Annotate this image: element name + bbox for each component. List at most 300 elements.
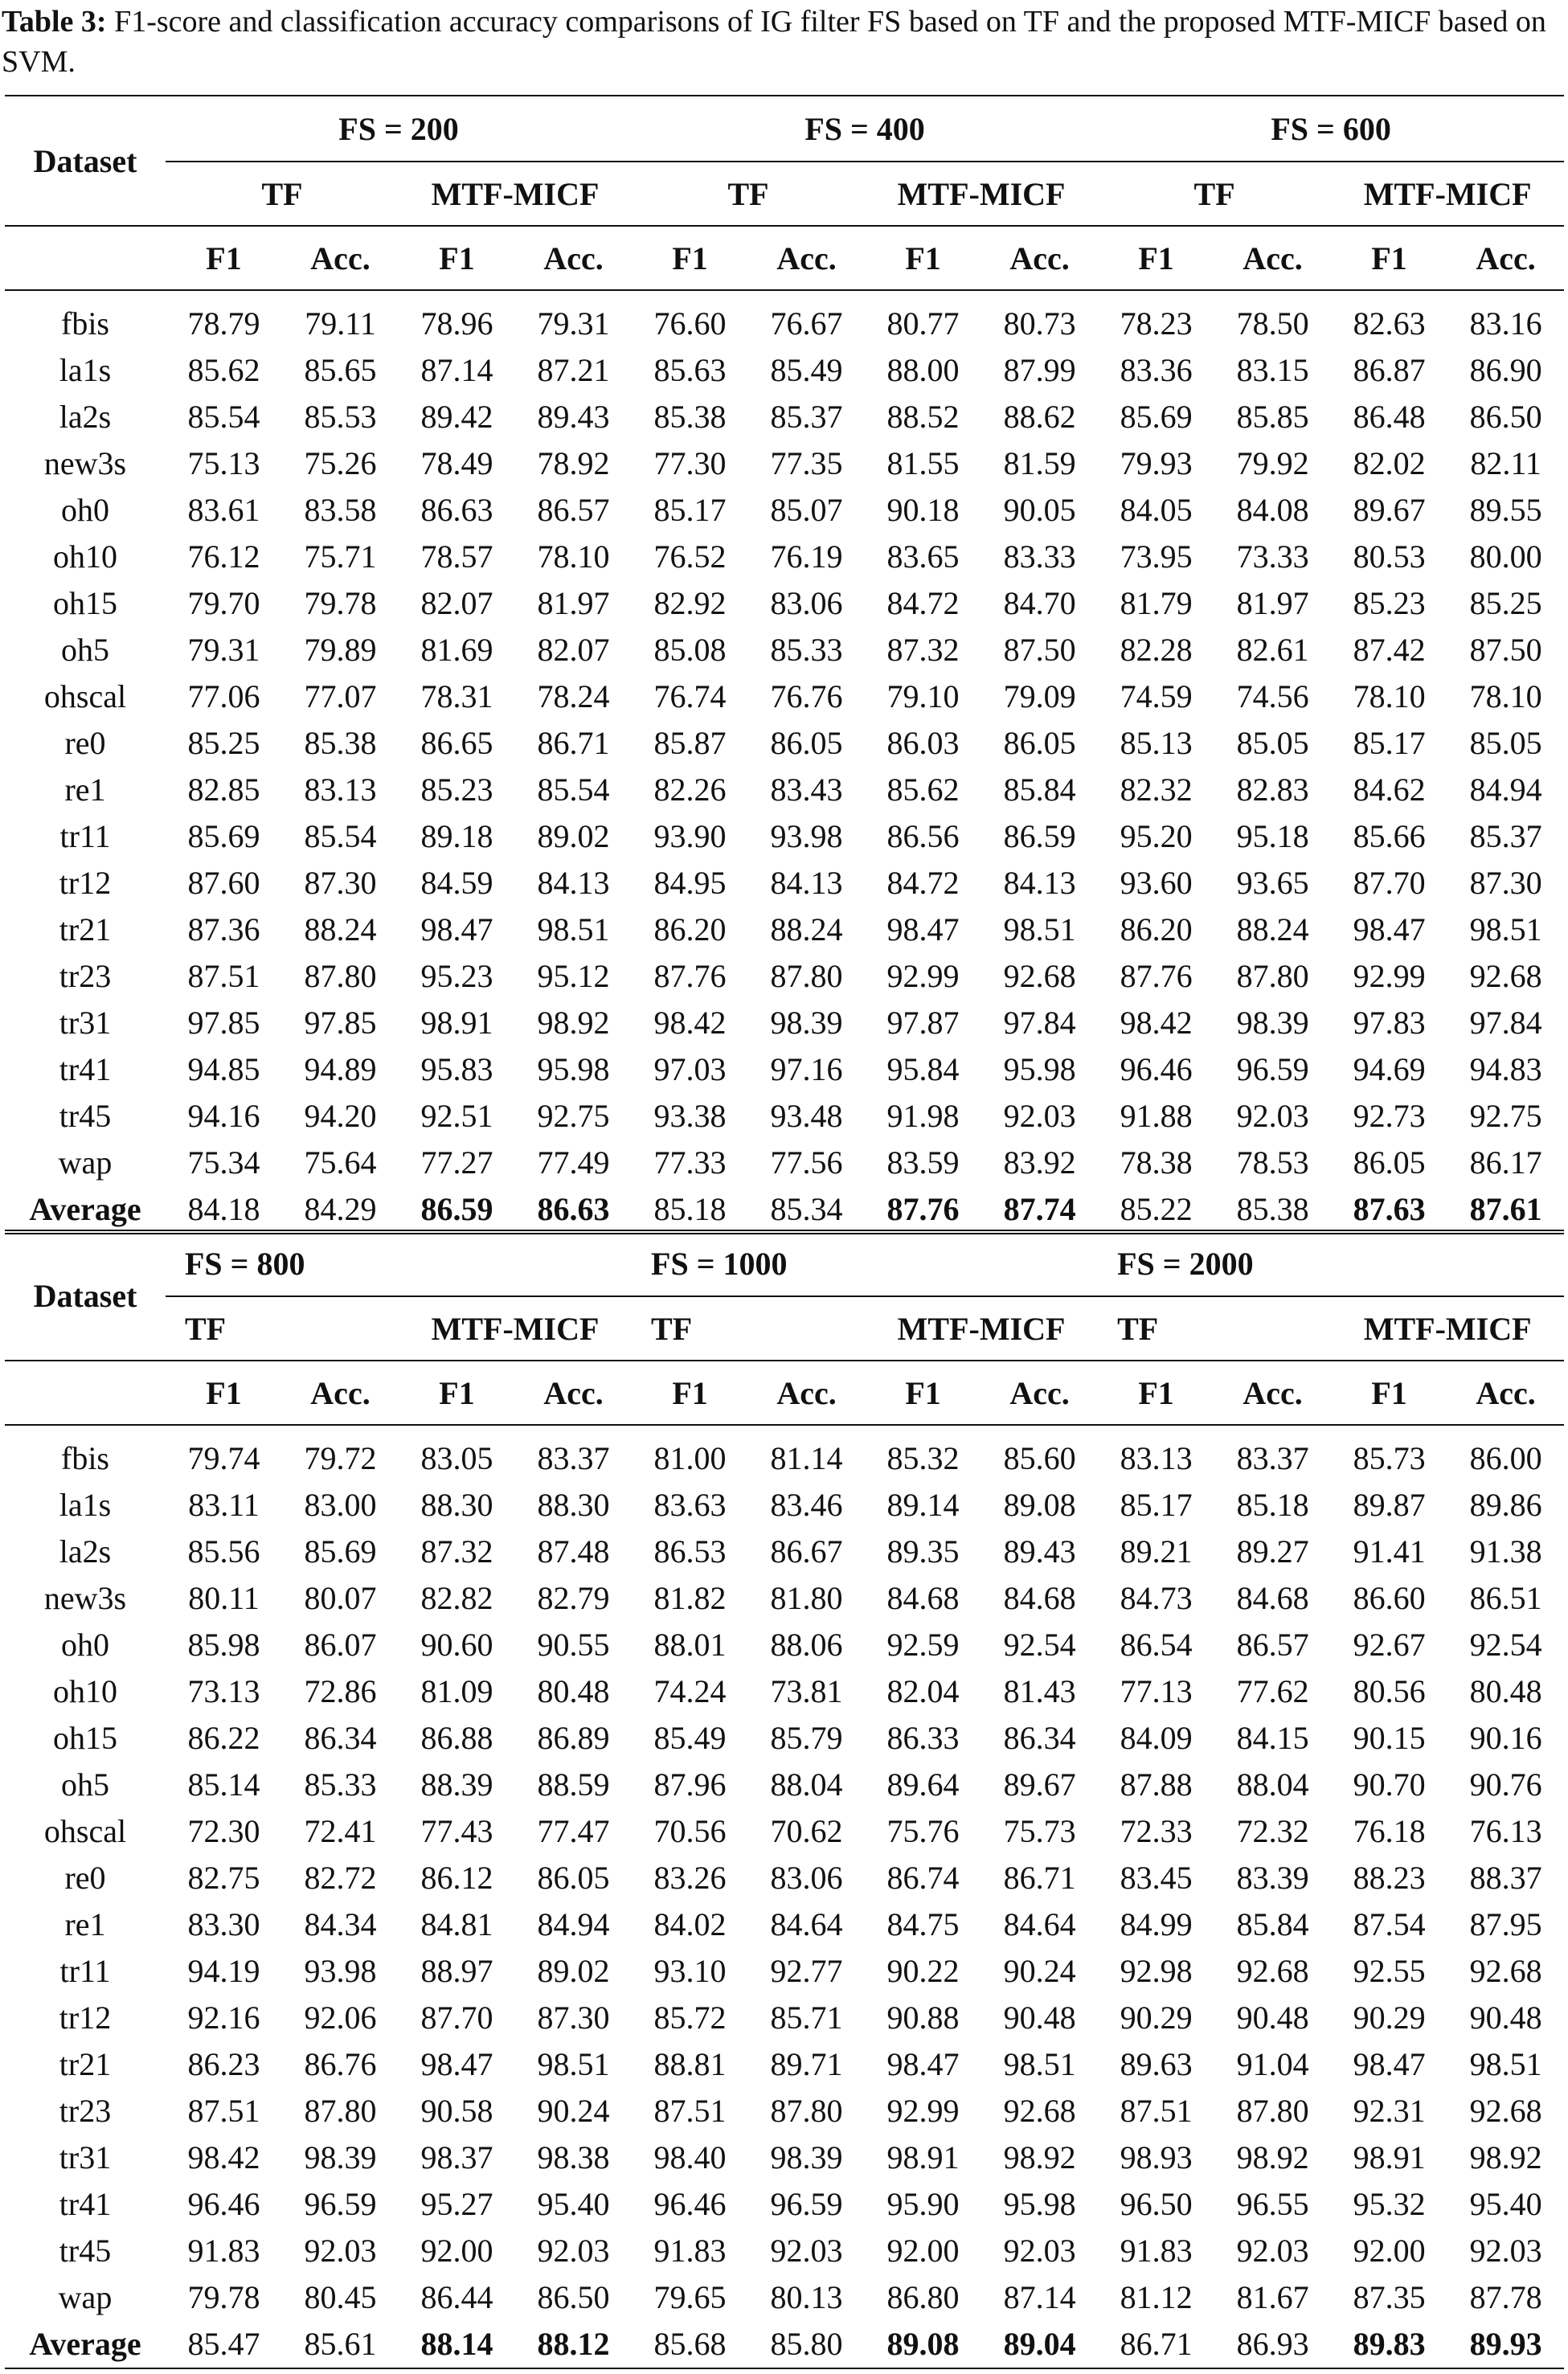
- dataset-header: Dataset: [5, 1230, 166, 1361]
- value-cell: 77.35: [770, 445, 843, 481]
- value-cell: 81.67: [1236, 2279, 1309, 2315]
- value-cell: 84.94: [537, 1906, 610, 1942]
- value-cell: 94.16: [187, 1098, 260, 1134]
- value-cell: 88.01: [653, 1627, 727, 1663]
- value-cell: 87.70: [420, 1999, 493, 2036]
- value-cell: 89.08: [1003, 1487, 1076, 1523]
- value-cell: 84.09: [1120, 1720, 1193, 1756]
- value-cell: 85.08: [653, 632, 727, 668]
- value-cell: 86.89: [537, 1720, 610, 1756]
- value-cell: 84.95: [653, 865, 727, 901]
- value-cell: 85.17: [1120, 1487, 1193, 1523]
- value-cell: 85.13: [1120, 725, 1193, 761]
- value-cell: 89.71: [770, 2046, 843, 2082]
- value-cell: 96.46: [1120, 1051, 1193, 1087]
- value-cell: 80.07: [304, 1580, 377, 1616]
- value-cell: 92.99: [886, 2093, 960, 2129]
- value-cell: 94.89: [304, 1051, 377, 1087]
- value-cell: 82.79: [537, 1580, 610, 1616]
- value-cell: 89.42: [420, 399, 493, 435]
- value-cell: 85.56: [187, 1533, 260, 1570]
- value-cell: 98.51: [1469, 911, 1542, 948]
- value-cell: 92.68: [1236, 1953, 1309, 1989]
- value-cell: 89.43: [1003, 1533, 1076, 1570]
- value-cell: 89.35: [886, 1533, 960, 1570]
- value-cell: 87.80: [304, 2093, 377, 2129]
- value-cell: 84.59: [420, 865, 493, 901]
- average-label: Average: [5, 1186, 166, 1234]
- table-row: [5, 1529, 1564, 1575]
- value-cell: 75.71: [304, 538, 377, 575]
- value-cell: 72.30: [187, 1813, 260, 1849]
- value-cell: 84.75: [886, 1906, 960, 1942]
- value-cell: 82.02: [1353, 445, 1426, 481]
- dataset-name-cell: oh5: [61, 1766, 109, 1803]
- average-value-cell: 87.61: [1447, 1186, 1564, 1234]
- dataset-name-cell: tr11: [59, 818, 111, 854]
- average-value-cell: 86.71: [1098, 2321, 1214, 2368]
- value-cell: 85.87: [653, 725, 727, 761]
- value-cell: 87.51: [1120, 2093, 1193, 2129]
- f1-header: F1: [399, 226, 515, 290]
- value-cell: 98.42: [653, 1005, 727, 1041]
- average-value-cell: 88.14: [399, 2321, 515, 2368]
- average-value-cell: 87.63: [1331, 1186, 1447, 1234]
- average-value-cell: 85.80: [748, 2321, 865, 2368]
- value-cell: 79.11: [305, 305, 376, 342]
- fs-group-header: FS = 2000: [1098, 1230, 1564, 1296]
- dataset-name-cell: re1: [64, 1906, 106, 1942]
- value-cell: 92.99: [1353, 958, 1426, 994]
- f1-header: F1: [632, 1361, 748, 1425]
- value-cell: 81.69: [420, 632, 493, 668]
- value-cell: 86.76: [304, 2046, 377, 2082]
- dataset-name-cell: tr21: [59, 911, 112, 948]
- value-cell: 83.46: [770, 1487, 843, 1523]
- value-cell: 85.98: [187, 1627, 260, 1663]
- value-cell: 92.68: [1003, 958, 1076, 994]
- value-cell: 98.93: [1120, 2139, 1193, 2175]
- value-cell: 88.52: [886, 399, 960, 435]
- value-cell: 76.12: [187, 538, 260, 575]
- value-cell: 92.99: [886, 958, 960, 994]
- average-row: [5, 1186, 1564, 1234]
- value-cell: 94.69: [1353, 1051, 1426, 1087]
- value-cell: 81.09: [420, 1673, 493, 1709]
- value-cell: 73.13: [187, 1673, 260, 1709]
- average-value-cell: 85.38: [1214, 1186, 1331, 1234]
- mtf-micf-header: MTF-MICF: [399, 162, 632, 226]
- dataset-name-cell: tr31: [59, 1005, 112, 1041]
- value-cell: 73.81: [770, 1673, 843, 1709]
- value-cell: 85.05: [1469, 725, 1542, 761]
- value-cell: 91.04: [1236, 2046, 1309, 2082]
- value-cell: 80.56: [1353, 1673, 1426, 1709]
- table-row: [5, 720, 1564, 767]
- table-row: [5, 813, 1564, 860]
- fs-group-header: FS = 200: [166, 96, 632, 162]
- value-cell: 92.98: [1120, 1953, 1193, 1989]
- value-cell: 84.15: [1236, 1720, 1309, 1756]
- value-cell: 92.00: [886, 2233, 960, 2269]
- value-cell: 86.51: [1469, 1580, 1542, 1616]
- value-cell: 82.26: [653, 772, 727, 808]
- value-cell: 84.73: [1120, 1580, 1193, 1616]
- average-value-cell: 85.47: [166, 2321, 282, 2368]
- value-cell: 97.03: [653, 1051, 727, 1087]
- value-cell: 78.92: [537, 445, 610, 481]
- value-cell: 95.40: [537, 2186, 610, 2222]
- value-cell: 98.39: [770, 2139, 843, 2175]
- value-cell: 87.35: [1353, 2279, 1426, 2315]
- value-cell: 89.27: [1236, 1533, 1309, 1570]
- value-cell: 77.06: [187, 678, 260, 714]
- table-row: [5, 1762, 1564, 1808]
- value-cell: 98.91: [420, 1005, 493, 1041]
- value-cell: 78.24: [537, 678, 610, 714]
- value-cell: 95.23: [420, 958, 493, 994]
- value-cell: 77.43: [420, 1813, 493, 1849]
- dataset-name-cell: ohscal: [43, 678, 127, 714]
- value-cell: 79.93: [1120, 445, 1193, 481]
- mtf-micf-header: MTF-MICF: [865, 162, 1098, 226]
- value-cell: 82.85: [187, 772, 260, 808]
- value-cell: 73.95: [1120, 538, 1193, 575]
- value-cell: 95.27: [420, 2186, 493, 2222]
- value-cell: 85.66: [1353, 818, 1426, 854]
- table-row: [5, 440, 1564, 487]
- table-row: [5, 347, 1564, 394]
- value-cell: 81.79: [1120, 585, 1193, 621]
- dataset-name-cell: la1s: [59, 1487, 112, 1523]
- value-cell: 85.54: [187, 399, 260, 435]
- value-cell: 77.62: [1236, 1673, 1309, 1709]
- average-value-cell: 86.93: [1214, 2321, 1331, 2368]
- value-cell: 87.80: [770, 2093, 843, 2129]
- value-cell: 98.92: [537, 1005, 610, 1041]
- value-cell: 87.50: [1469, 632, 1542, 668]
- value-cell: 77.56: [770, 1144, 843, 1181]
- value-cell: 85.69: [187, 818, 260, 854]
- value-cell: 78.53: [1236, 1144, 1309, 1181]
- dataset-name-cell: new3s: [43, 445, 127, 481]
- value-cell: 92.59: [886, 1627, 960, 1663]
- dataset-name-cell: wap: [58, 2279, 113, 2315]
- value-cell: 98.42: [187, 2139, 260, 2175]
- value-cell: 88.24: [304, 911, 377, 948]
- value-cell: 85.69: [1120, 399, 1193, 435]
- value-cell: 81.97: [537, 585, 610, 621]
- value-cell: 87.14: [420, 352, 493, 388]
- value-cell: 90.05: [1003, 492, 1076, 528]
- acc-header: Acc.: [282, 226, 399, 290]
- value-cell: 98.47: [420, 2046, 493, 2082]
- dataset-name-cell: tr11: [59, 1953, 111, 1989]
- value-cell: 79.72: [304, 1440, 377, 1476]
- value-cell: 87.95: [1469, 1906, 1542, 1942]
- value-cell: 87.21: [537, 352, 610, 388]
- table-row: [5, 1622, 1564, 1668]
- value-cell: 82.63: [1353, 305, 1426, 342]
- table-row: [5, 534, 1564, 580]
- value-cell: 72.41: [304, 1813, 377, 1849]
- value-cell: 76.74: [653, 678, 727, 714]
- value-cell: 85.38: [304, 725, 377, 761]
- value-cell: 89.55: [1469, 492, 1542, 528]
- mtf-micf-header: MTF-MICF: [865, 1296, 1098, 1361]
- value-cell: 75.13: [187, 445, 260, 481]
- value-cell: 86.48: [1353, 399, 1426, 435]
- value-cell: 87.42: [1353, 632, 1426, 668]
- value-cell: 98.39: [770, 1005, 843, 1041]
- table-row: [5, 673, 1564, 720]
- value-cell: 95.20: [1120, 818, 1193, 854]
- value-cell: 85.62: [886, 772, 960, 808]
- value-cell: 84.34: [304, 1906, 377, 1942]
- value-cell: 97.83: [1353, 1005, 1426, 1041]
- value-cell: 90.15: [1353, 1720, 1426, 1756]
- value-cell: 87.80: [304, 958, 377, 994]
- value-cell: 89.67: [1353, 492, 1426, 528]
- value-cell: 75.34: [187, 1144, 260, 1181]
- value-cell: 80.00: [1469, 538, 1542, 575]
- value-cell: 92.06: [304, 1999, 377, 2036]
- value-cell: 72.32: [1236, 1813, 1309, 1849]
- value-cell: 70.62: [770, 1813, 843, 1849]
- table-row: [5, 1901, 1564, 1948]
- value-cell: 72.33: [1120, 1813, 1193, 1849]
- table-row: [5, 2274, 1564, 2321]
- value-cell: 76.67: [770, 305, 843, 342]
- value-cell: 81.43: [1003, 1673, 1076, 1709]
- dataset-name-cell: tr21: [59, 2046, 112, 2082]
- value-cell: 77.47: [537, 1813, 610, 1849]
- value-cell: 98.38: [537, 2139, 610, 2175]
- dataset-name-cell: oh10: [53, 538, 117, 575]
- value-cell: 82.75: [187, 1860, 260, 1896]
- value-cell: 83.59: [886, 1144, 960, 1181]
- value-cell: 87.51: [187, 2093, 260, 2129]
- value-cell: 82.72: [304, 1860, 377, 1896]
- f1-header: F1: [1331, 226, 1447, 290]
- acc-header: Acc.: [1214, 226, 1331, 290]
- value-cell: 78.10: [1469, 678, 1542, 714]
- value-cell: 88.97: [420, 1953, 493, 1989]
- value-cell: 91.38: [1469, 1533, 1542, 1570]
- table-row: [5, 907, 1564, 953]
- value-cell: 83.33: [1003, 538, 1076, 575]
- value-cell: 98.92: [1236, 2139, 1309, 2175]
- value-cell: 95.32: [1353, 2186, 1426, 2222]
- value-cell: 77.13: [1120, 1673, 1193, 1709]
- value-cell: 86.53: [653, 1533, 727, 1570]
- value-cell: 84.05: [1120, 492, 1193, 528]
- tf-header: TF: [166, 162, 399, 226]
- table-row: [5, 1575, 1564, 1622]
- value-cell: 92.54: [1003, 1627, 1076, 1663]
- value-cell: 80.11: [188, 1580, 260, 1616]
- value-cell: 93.65: [1236, 865, 1309, 901]
- value-cell: 82.11: [1470, 445, 1541, 481]
- value-cell: 83.39: [1236, 1860, 1309, 1896]
- value-cell: 84.99: [1120, 1906, 1193, 1942]
- value-cell: 95.98: [1003, 2186, 1076, 2222]
- value-cell: 83.06: [770, 585, 843, 621]
- dataset-name-cell: re0: [64, 1860, 106, 1896]
- value-cell: 92.77: [770, 1953, 843, 1989]
- value-cell: 81.12: [1120, 2279, 1193, 2315]
- value-cell: 89.63: [1120, 2046, 1193, 2082]
- value-cell: 85.32: [886, 1440, 960, 1476]
- f1-header: F1: [1331, 1361, 1447, 1425]
- value-cell: 77.30: [653, 445, 727, 481]
- value-cell: 97.84: [1003, 1005, 1076, 1041]
- value-cell: 80.45: [304, 2279, 377, 2315]
- value-cell: 90.29: [1353, 1999, 1426, 2036]
- value-cell: 90.18: [886, 492, 960, 528]
- table-row: [5, 1046, 1564, 1093]
- dataset-name-cell: ohscal: [43, 1813, 127, 1849]
- value-cell: 82.61: [1236, 632, 1309, 668]
- acc-header: Acc.: [1214, 1361, 1331, 1425]
- value-cell: 77.33: [653, 1144, 727, 1181]
- value-cell: 92.55: [1353, 1953, 1426, 1989]
- f1-header: F1: [865, 226, 981, 290]
- value-cell: 98.91: [1353, 2139, 1426, 2175]
- value-cell: 96.59: [304, 2186, 377, 2222]
- value-cell: 93.38: [653, 1098, 727, 1134]
- value-cell: 86.60: [1353, 1580, 1426, 1616]
- average-value-cell: 84.29: [282, 1186, 399, 1234]
- value-cell: 84.68: [1236, 1580, 1309, 1616]
- value-cell: 84.08: [1236, 492, 1309, 528]
- value-cell: 84.13: [1003, 865, 1076, 901]
- dataset-name-cell: oh10: [53, 1673, 117, 1709]
- value-cell: 91.83: [653, 2233, 727, 2269]
- table-row: [5, 860, 1564, 907]
- value-cell: 76.13: [1469, 1813, 1542, 1849]
- value-cell: 84.72: [886, 865, 960, 901]
- value-cell: 98.51: [537, 2046, 610, 2082]
- value-cell: 93.98: [304, 1953, 377, 1989]
- value-cell: 90.60: [420, 1627, 493, 1663]
- average-value-cell: 87.76: [865, 1186, 981, 1234]
- fs-group-header: FS = 1000: [632, 1230, 1098, 1296]
- dataset-name-cell: tr12: [59, 1999, 112, 2036]
- table-body: [5, 290, 1564, 1234]
- value-cell: 86.56: [886, 818, 960, 854]
- value-cell: 95.40: [1469, 2186, 1542, 2222]
- value-cell: 90.24: [537, 2093, 610, 2129]
- value-cell: 82.04: [886, 1673, 960, 1709]
- value-cell: 85.33: [304, 1766, 377, 1803]
- value-cell: 86.57: [537, 492, 610, 528]
- value-cell: 85.54: [304, 818, 377, 854]
- dataset-header: Dataset: [5, 96, 166, 226]
- average-value-cell: 88.12: [515, 2321, 632, 2368]
- average-value-cell: 89.83: [1331, 2321, 1447, 2368]
- value-cell: 92.54: [1469, 1627, 1542, 1663]
- acc-header: Acc.: [748, 226, 865, 290]
- value-cell: 85.63: [653, 352, 727, 388]
- table-row: [5, 1093, 1564, 1140]
- value-cell: 96.55: [1236, 2186, 1309, 2222]
- value-cell: 98.42: [1120, 1005, 1193, 1041]
- value-cell: 84.62: [1353, 772, 1426, 808]
- value-cell: 87.51: [653, 2093, 727, 2129]
- value-cell: 92.73: [1353, 1098, 1426, 1134]
- f1-header: F1: [865, 1361, 981, 1425]
- value-cell: 92.03: [537, 2233, 610, 2269]
- tf-header: TF: [1098, 162, 1331, 226]
- average-value-cell: 85.22: [1098, 1186, 1214, 1234]
- value-cell: 86.07: [304, 1627, 377, 1663]
- value-cell: 96.50: [1120, 2186, 1193, 2222]
- value-cell: 86.71: [1003, 1860, 1076, 1896]
- value-cell: 87.76: [653, 958, 727, 994]
- value-cell: 85.71: [770, 1999, 843, 2036]
- value-cell: 86.87: [1353, 352, 1426, 388]
- value-cell: 92.00: [420, 2233, 493, 2269]
- value-cell: 87.99: [1003, 352, 1076, 388]
- value-cell: 92.31: [1353, 2093, 1426, 2129]
- dataset-name-cell: la1s: [59, 352, 112, 388]
- value-cell: 87.30: [537, 1999, 610, 2036]
- value-cell: 87.78: [1469, 2279, 1542, 2315]
- value-cell: 78.23: [1120, 305, 1193, 342]
- value-cell: 87.96: [653, 1766, 727, 1803]
- value-cell: 98.47: [886, 2046, 960, 2082]
- value-cell: 87.36: [187, 911, 260, 948]
- value-cell: 89.02: [537, 818, 610, 854]
- value-cell: 86.88: [420, 1720, 493, 1756]
- value-cell: 90.22: [886, 1953, 960, 1989]
- table-row: [5, 1808, 1564, 1855]
- value-cell: 83.13: [1120, 1440, 1193, 1476]
- dataset-name-cell: tr31: [59, 2139, 112, 2175]
- acc-header: Acc.: [1447, 226, 1564, 290]
- value-cell: 85.17: [653, 492, 727, 528]
- value-cell: 79.78: [304, 585, 377, 621]
- value-cell: 87.32: [886, 632, 960, 668]
- value-cell: 81.59: [1003, 445, 1076, 481]
- value-cell: 82.82: [420, 1580, 493, 1616]
- value-cell: 88.30: [420, 1487, 493, 1523]
- value-cell: 75.64: [304, 1144, 377, 1181]
- value-cell: 92.75: [1469, 1098, 1542, 1134]
- value-cell: 92.68: [1469, 1953, 1542, 1989]
- value-cell: 90.48: [1236, 1999, 1309, 2036]
- value-cell: 89.18: [420, 818, 493, 854]
- value-cell: 87.88: [1120, 1766, 1193, 1803]
- value-cell: 83.37: [537, 1440, 610, 1476]
- value-cell: 78.50: [1236, 305, 1309, 342]
- value-cell: 92.16: [187, 1999, 260, 2036]
- value-cell: 85.65: [304, 352, 377, 388]
- table-row: [5, 1715, 1564, 1762]
- value-cell: 83.13: [304, 772, 377, 808]
- value-cell: 93.48: [770, 1098, 843, 1134]
- value-cell: 89.43: [537, 399, 610, 435]
- value-cell: 94.19: [187, 1953, 260, 1989]
- value-cell: 87.30: [1469, 865, 1542, 901]
- value-cell: 96.46: [653, 2186, 727, 2222]
- mtf-micf-header: MTF-MICF: [1331, 162, 1564, 226]
- average-value-cell: 86.63: [515, 1186, 632, 1234]
- value-cell: 83.65: [886, 538, 960, 575]
- value-cell: 86.22: [187, 1720, 260, 1756]
- value-cell: 76.19: [770, 538, 843, 575]
